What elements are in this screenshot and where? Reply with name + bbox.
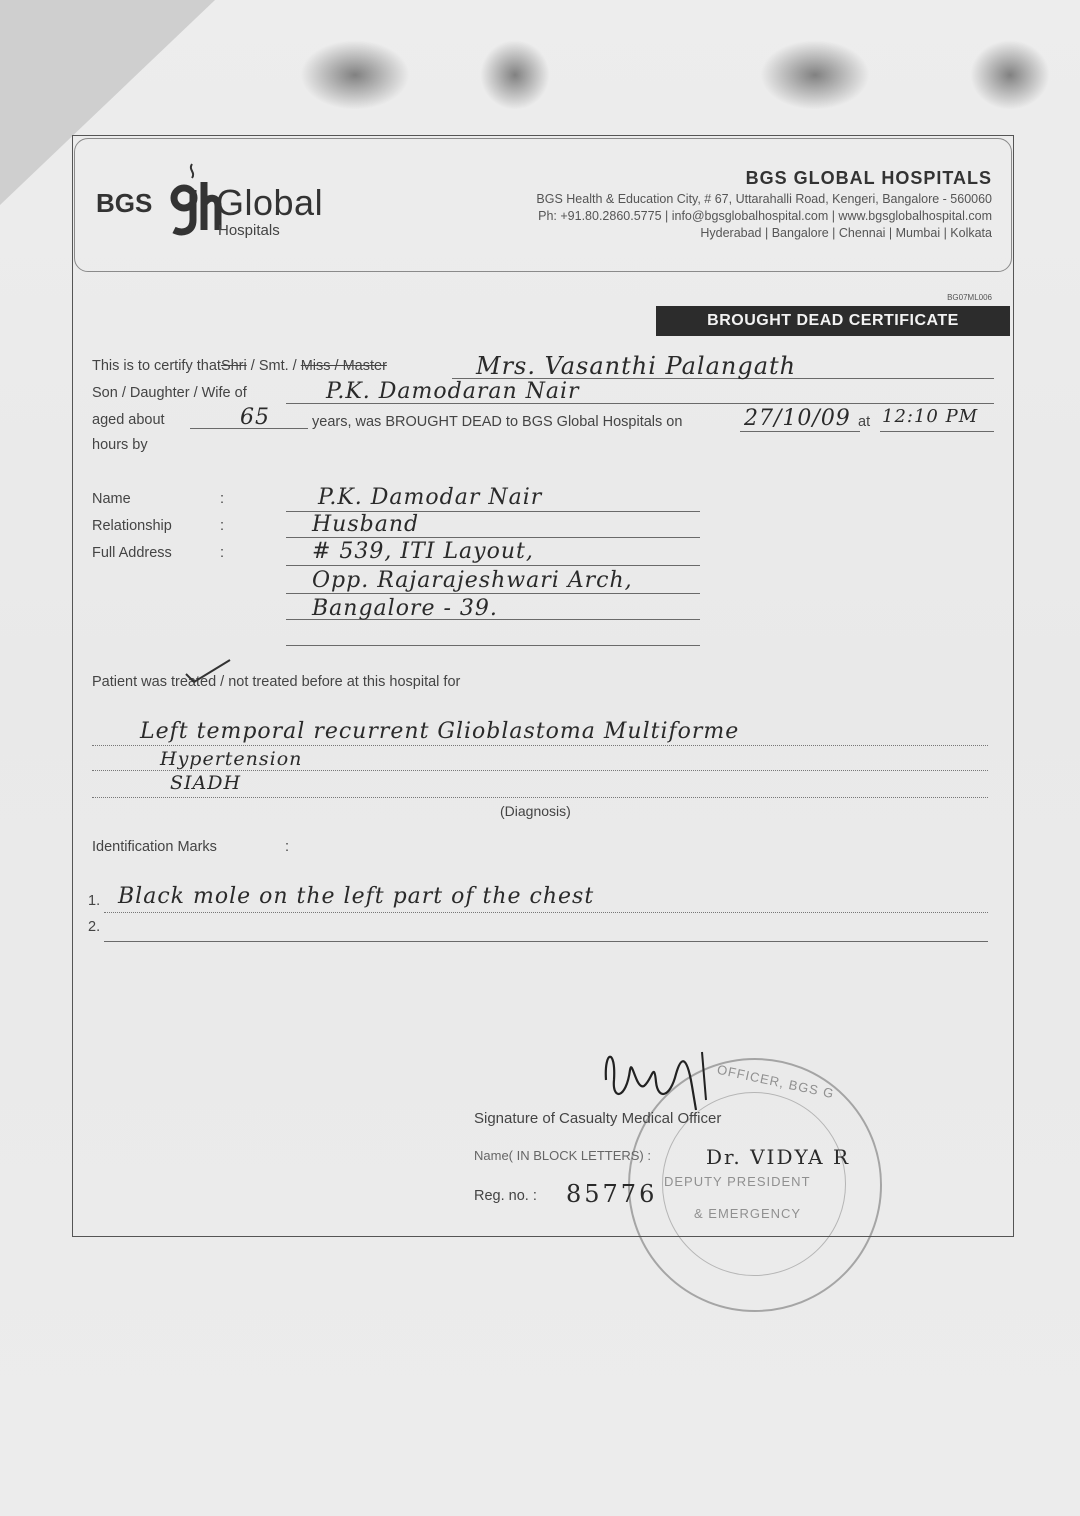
brought-dead-text: years, was BROUGHT DEAD to BGS Global Hospitals on (312, 414, 683, 430)
certify-smt: / Smt. / (246, 358, 301, 374)
certify-label (92, 358, 387, 374)
informant-name-label: Name (92, 491, 131, 507)
smudge-mark (480, 40, 550, 110)
colon: : (285, 839, 290, 855)
address-label: Full Address (92, 545, 172, 561)
mark-rule (104, 941, 988, 942)
diagnosis-rule (92, 797, 988, 798)
diagnosis-line: Hypertension (160, 748, 303, 770)
colon: : (220, 491, 225, 507)
relationship-value: Husband (312, 512, 420, 537)
address-line: Opp. Rajarajeshwari Arch, (312, 568, 633, 593)
smudge-mark (300, 40, 410, 110)
handwritten-signature-icon (596, 1040, 726, 1120)
address-line: Bangalore - 39. (312, 596, 498, 621)
identification-mark: Black mole on the left part of the chest (118, 884, 595, 909)
mark-number: 2. (88, 919, 101, 935)
hospital-address: BGS Health & Education City, # 67, Uttarahalli Road, Kengeri, Bangalore - 560060 (536, 192, 992, 206)
diagnosis-caption: (Diagnosis) (500, 803, 571, 819)
date-value: 27/10/09 (744, 406, 851, 431)
informant-name: P.K. Damodar Nair (318, 485, 543, 510)
stamp-text: DEPUTY PRESIDENT (664, 1174, 811, 1189)
aged-label: aged about (92, 412, 165, 428)
stamp-text: & EMERGENCY (694, 1206, 802, 1221)
tick-mark-icon (184, 656, 234, 686)
reg-no-value: 85776 (566, 1180, 658, 1208)
logo-global-text: Global (216, 182, 324, 223)
mark-rule (104, 912, 988, 913)
diagnosis-rule (92, 745, 988, 746)
diagnosis-line: SIADH (170, 772, 242, 794)
diagnosis-rule (92, 770, 988, 771)
address-rule (286, 645, 700, 646)
mark-number: 1. (88, 893, 101, 909)
deceased-name: Mrs. Vasanthi Palangath (476, 352, 797, 380)
logo-hospitals-text: Hospitals (218, 222, 280, 239)
smudge-mark (760, 40, 870, 110)
relationship-label: Relationship (92, 518, 172, 534)
certify-prefix: This is to certify that (92, 358, 221, 374)
hours-by-label: hours by (92, 437, 148, 453)
diagnosis-line: Left temporal recurrent Glioblastoma Multiforme (140, 719, 740, 744)
certify-shri: Shri (220, 358, 247, 374)
hospital-cities: Hyderabad | Bangalore | Chennai | Mumbai | Kolkata (700, 226, 992, 240)
treatment-text: Patient was treated / not treated before at this hospital for (92, 674, 461, 690)
address-rule (286, 565, 700, 566)
stamp-text: OFFICER, BGS G (715, 1061, 836, 1102)
officer-name-label: Name( IN BLOCK LETTERS) : (474, 1148, 651, 1163)
hospital-contact: Ph: +91.80.2860.5775 | info@bgsglobalhospital.com | www.bgsglobalhospital.com (538, 209, 992, 223)
logo-bgs-text: BGS (96, 188, 153, 218)
at-label: at (858, 414, 871, 430)
logo-gh-mark-icon (162, 160, 222, 250)
time-value: 12:10 PM (882, 406, 979, 427)
relation-name: P.K. Damodaran Nair (326, 379, 580, 404)
officer-name: Dr. VIDYA R (706, 1145, 851, 1169)
identification-label: Identification Marks (92, 839, 217, 855)
hospital-logo (96, 160, 336, 250)
time-rule (880, 431, 994, 432)
colon: : (220, 518, 225, 534)
relation-label: Son / Daughter / Wife of (92, 385, 247, 401)
certify-miss-master: Miss / Master (300, 358, 387, 374)
relationship-rule (286, 537, 700, 538)
signature-label: Signature of Casualty Medical Officer (474, 1110, 722, 1127)
form-code: BG07ML006 (947, 293, 992, 302)
colon: : (220, 545, 225, 561)
address-line: # 539, ITI Layout, (312, 539, 534, 564)
reg-no-label: Reg. no. : (474, 1188, 537, 1204)
age-value: 65 (240, 405, 270, 430)
date-rule (740, 431, 860, 432)
address-rule (286, 593, 700, 594)
smudge-mark (970, 40, 1050, 110)
hospital-name: BGS GLOBAL HOSPITALS (745, 168, 992, 188)
certificate-title: BROUGHT DEAD CERTIFICATE (656, 306, 1010, 336)
